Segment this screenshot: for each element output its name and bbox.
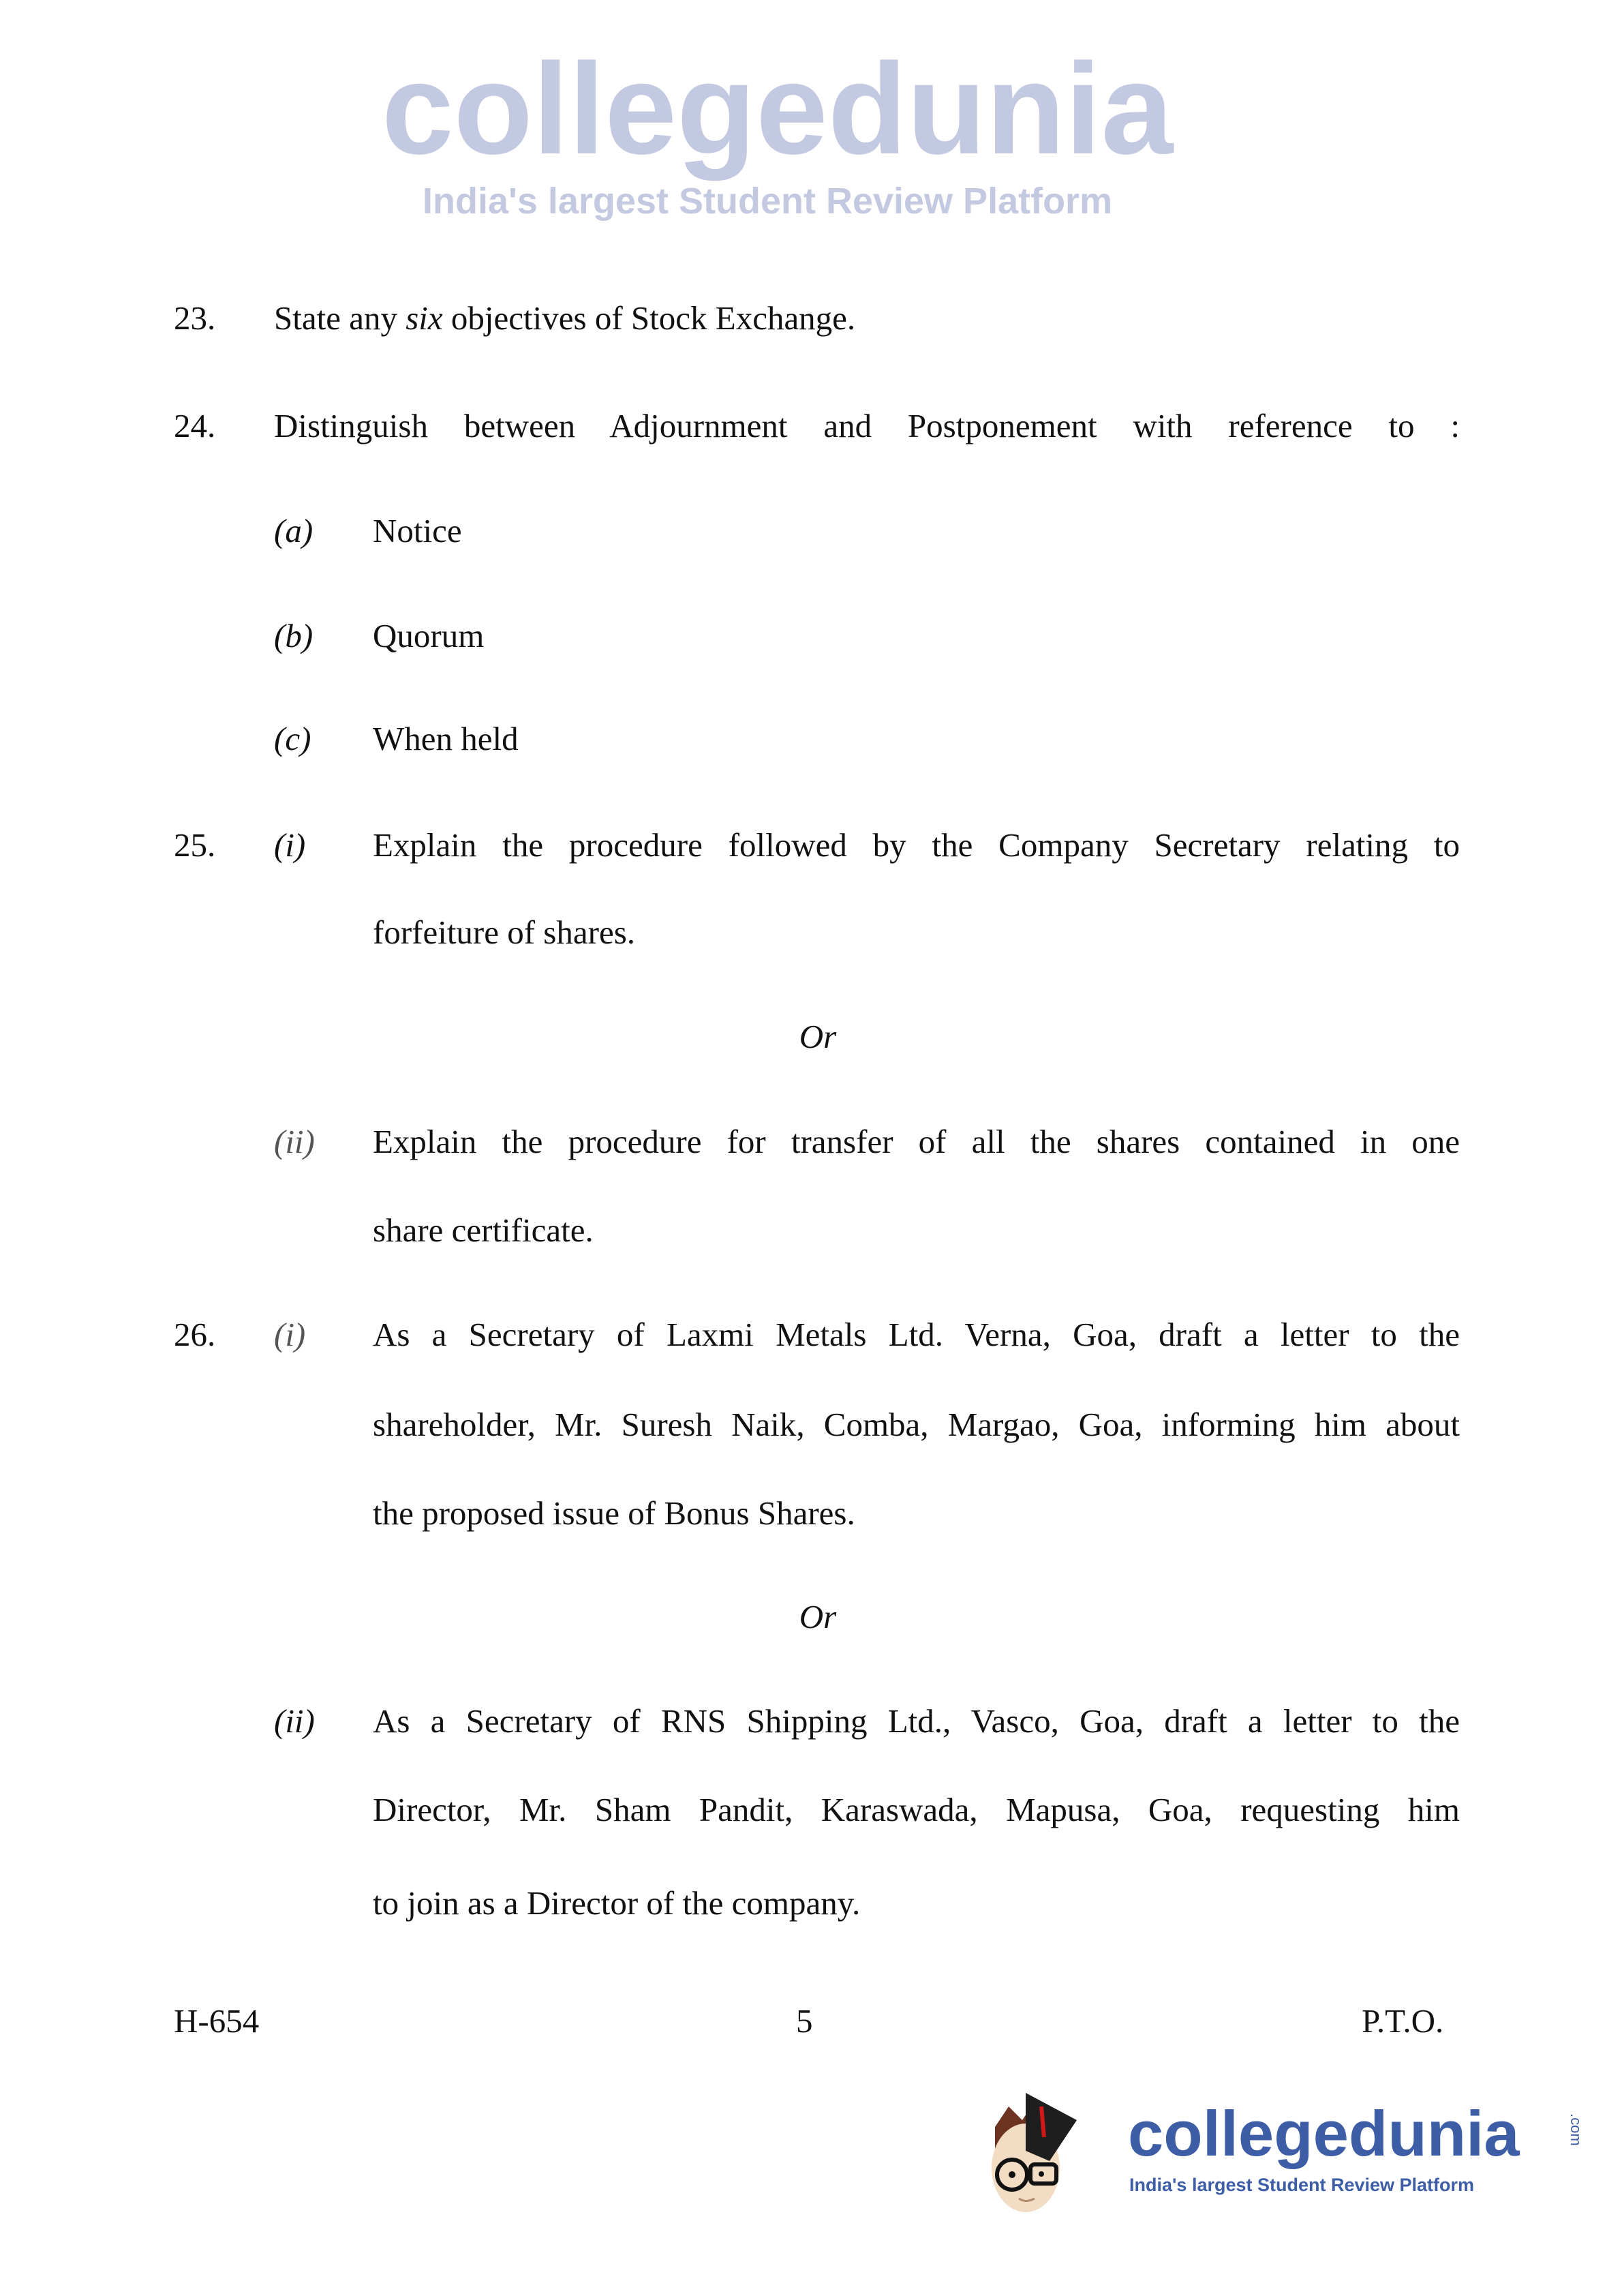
q24-item-c: When held (373, 720, 519, 757)
collegedunia-logo (981, 2086, 1595, 2222)
q24-item-b-label: (b) (274, 617, 313, 654)
q26-i-line: the proposed issue of Bonus Shares. (373, 1494, 855, 1532)
q26-ii-line: to join as a Director of the company. (373, 1884, 861, 1922)
paper-code: H-654 (174, 2002, 260, 2040)
q26-ii-label: (ii) (274, 1702, 315, 1740)
logo-tagline: India's largest Student Review Platform (1129, 2175, 1475, 2195)
q26-i-line: As a Secretary of Laxmi Metals Ltd. Verna, Goa, draft a letter to the (373, 1316, 1460, 1353)
q25-i-label: (i) (274, 826, 306, 864)
q24-item-b: Quorum (373, 617, 485, 654)
q23-text-b: objectives of Stock Exchange. (442, 299, 856, 337)
q23-text-a: State any (274, 299, 406, 337)
q23-emphasis: six (406, 299, 443, 337)
q24-item-a-label: (a) (274, 512, 313, 549)
please-turn-over: P.T.O. (1362, 2002, 1444, 2040)
q26-or: Or (799, 1598, 837, 1635)
watermark (382, 37, 1404, 259)
q26-ii-line: As a Secretary of RNS Shipping Ltd., Vasco, Goa, draft a letter to the (373, 1702, 1460, 1740)
q26-number: 26. (174, 1316, 216, 1353)
q26-i-line: shareholder, Mr. Suresh Naik, Comba, Margao, Goa, informing him about (373, 1406, 1460, 1443)
q24-item-a: Notice (373, 512, 462, 549)
q25-ii-line: Explain the procedure for transfer of all the shares contained in one (373, 1123, 1460, 1160)
q25-ii-label: (ii) (274, 1123, 315, 1160)
page-number: 5 (796, 2002, 813, 2040)
mascot-icon (981, 2086, 1124, 2222)
logo-name: collegedunia (1128, 2098, 1520, 2169)
q23-text (274, 297, 855, 340)
q24-text: Distinguish between Adjournment and Postponement with reference to : (274, 407, 1460, 444)
watermark-tagline: India's largest Student Review Platform (423, 181, 1113, 222)
q23-number: 23. (174, 299, 216, 337)
q24-number: 24. (174, 407, 216, 444)
q25-or: Or (799, 1018, 837, 1055)
q25-i-line: Explain the procedure followed by the Company Secretary relating to (373, 826, 1460, 864)
q25-number: 25. (174, 826, 216, 864)
q26-i-label: (i) (274, 1316, 306, 1353)
q25-i-line: forfeiture of shares. (373, 913, 636, 951)
q24-item-c-label: (c) (274, 720, 311, 757)
q26-ii-line: Director, Mr. Sham Pandit, Karaswada, Mapusa, Goa, requesting him (373, 1791, 1460, 1828)
q25-ii-line: share certificate. (373, 1211, 594, 1249)
logo-com: .com (1567, 2113, 1585, 2146)
watermark-name: collegedunia (382, 37, 1174, 181)
